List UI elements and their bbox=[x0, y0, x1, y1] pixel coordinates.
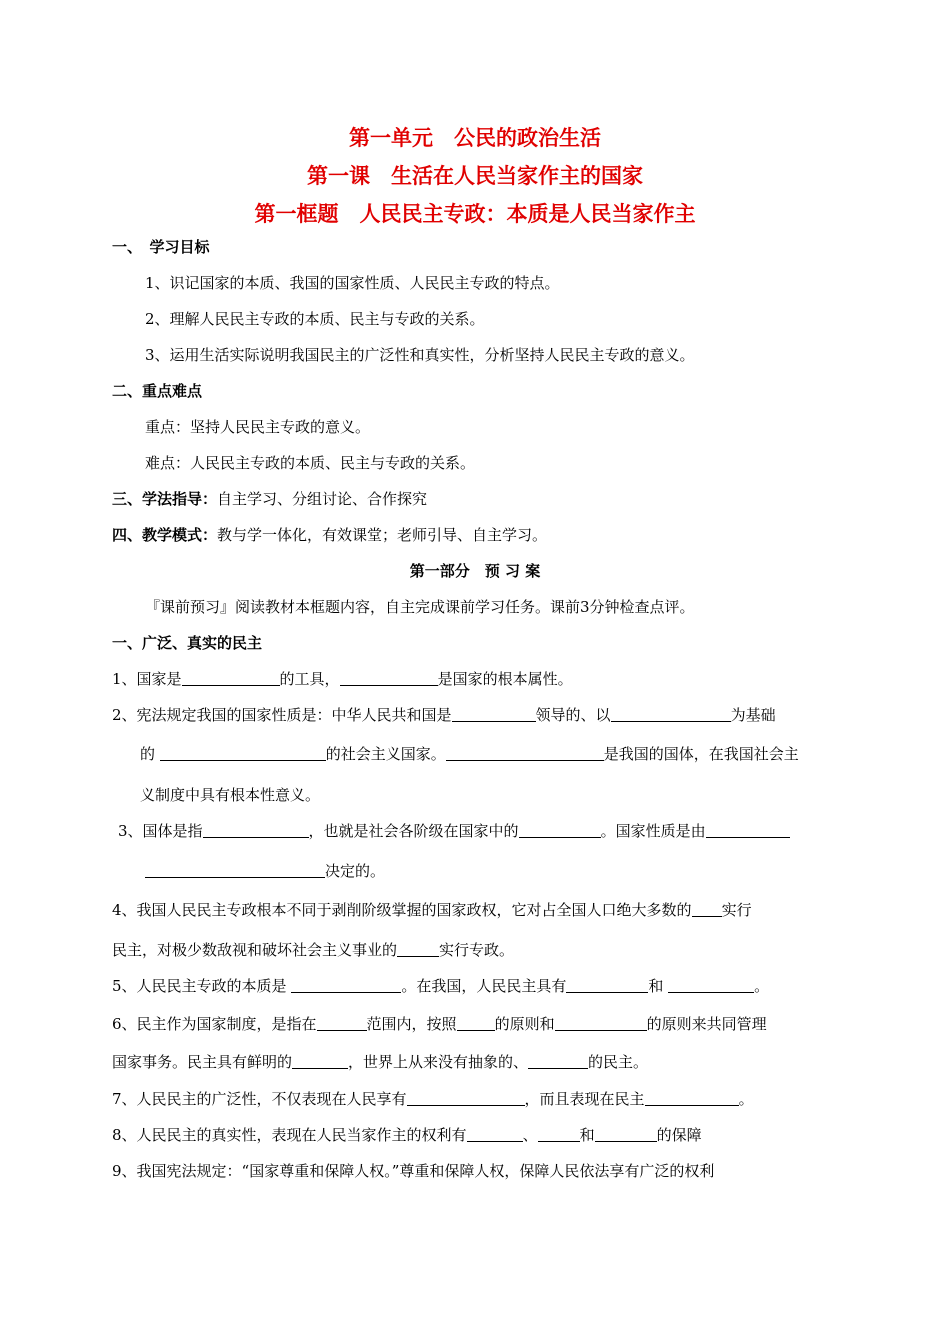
fill-blank[interactable] bbox=[160, 746, 326, 761]
difficult-point: 难点：人民民主专政的本质、民主与专政的关系。 bbox=[145, 454, 476, 472]
question-8 bbox=[112, 1124, 702, 1145]
question-text: 的原则和 bbox=[494, 1015, 555, 1033]
question-text: 国家事务。民主具有鲜明的 bbox=[112, 1053, 293, 1071]
fill-blank[interactable] bbox=[340, 671, 438, 686]
fill-blank[interactable] bbox=[457, 1016, 495, 1031]
study-method-text: 自主学习、分组讨论、合作探究 bbox=[217, 490, 428, 508]
fill-blank[interactable] bbox=[566, 978, 648, 993]
teaching-mode-label: 四、教学模式： bbox=[112, 526, 218, 544]
part-one-title: 第一部分 预 习 案 bbox=[409, 562, 541, 580]
question-text: 领导的、以 bbox=[535, 706, 611, 724]
fill-blank[interactable] bbox=[182, 671, 280, 686]
section-heading-key-points: 二、重点难点 bbox=[112, 382, 203, 400]
question-text: ，世界上从来没有抽象的、 bbox=[348, 1053, 529, 1071]
question-7 bbox=[112, 1088, 754, 1109]
fill-blank[interactable] bbox=[145, 863, 325, 878]
question-text: 是国家的根本属性。 bbox=[437, 670, 573, 688]
preview-intro: 『课前预习』阅读教材本框题内容，自主完成课前学习任务。课前3分钟检查点评。 bbox=[145, 598, 695, 616]
objective-item: 3、运用生活实际说明我国民主的广泛性和真实性，分析坚持人民民主专政的意义。 bbox=[145, 346, 695, 364]
question-text: 6、民主作为国家制度，是指在 bbox=[112, 1015, 317, 1033]
question-2-cont bbox=[140, 743, 799, 764]
fill-blank[interactable] bbox=[595, 1127, 657, 1142]
fill-blank[interactable] bbox=[555, 1016, 647, 1031]
question-text: 和 bbox=[579, 1126, 595, 1144]
question-9: 9、我国宪法规定：“国家尊重和保障人权。”尊重和保障人权，保障人民依法享有广泛的权利 bbox=[112, 1162, 715, 1180]
fill-blank[interactable] bbox=[538, 1127, 580, 1142]
question-text: 。 bbox=[738, 1090, 754, 1108]
question-text: 的保障 bbox=[656, 1126, 702, 1144]
fill-blank[interactable] bbox=[519, 823, 601, 838]
question-text: 范围内，按照 bbox=[366, 1015, 457, 1033]
question-text: 是我国的国体，在我国社会主 bbox=[603, 745, 799, 763]
fill-blank[interactable] bbox=[467, 1127, 523, 1142]
section-heading-objectives: 一、 学习目标 bbox=[112, 238, 210, 256]
question-text: 的社会主义国家。 bbox=[325, 745, 446, 763]
unit-title: 第一单元 公民的政治生活 bbox=[349, 125, 601, 150]
question-text: 和 bbox=[648, 977, 669, 995]
study-method-label: 三、学法指导： bbox=[112, 490, 218, 508]
question-text: 实行专政。 bbox=[439, 941, 515, 959]
study-method bbox=[112, 488, 427, 509]
fill-blank[interactable] bbox=[528, 1054, 588, 1069]
fill-blank[interactable] bbox=[292, 1054, 348, 1069]
fill-blank[interactable] bbox=[706, 823, 790, 838]
teaching-mode bbox=[112, 524, 547, 545]
question-text: 2、宪法规定我国的国家性质是：中华人民共和国是 bbox=[112, 706, 452, 724]
question-text: 。国家性质是由 bbox=[600, 822, 706, 840]
question-6-cont bbox=[112, 1051, 648, 1072]
question-2-cont: 义制度中具有根本性意义。 bbox=[140, 786, 321, 804]
fill-blank[interactable] bbox=[203, 823, 309, 838]
question-4-cont bbox=[112, 939, 514, 960]
objective-item: 1、识记国家的本质、我国的国家性质、人民民主专政的特点。 bbox=[145, 274, 560, 292]
key-point: 重点：坚持人民民主专政的意义。 bbox=[145, 418, 371, 436]
question-text: 。 bbox=[754, 977, 770, 995]
question-text: 。在我国，人民民主具有 bbox=[401, 977, 567, 995]
question-2 bbox=[112, 704, 776, 725]
teaching-mode-text: 教与学一体化，有效课堂；老师引导、自主学习。 bbox=[217, 526, 548, 544]
fill-blank[interactable] bbox=[452, 707, 536, 722]
fill-blank[interactable] bbox=[397, 942, 439, 957]
question-text: 的工具， bbox=[279, 670, 340, 688]
lesson-title: 第一课 生活在人民当家作主的国家 bbox=[307, 163, 643, 188]
frame-title: 第一框题 人民民主专政：本质是人民当家作主 bbox=[254, 201, 696, 226]
question-text: 实行 bbox=[721, 901, 752, 919]
question-text: 民主，对极少数敌视和破坏社会主义事业的 bbox=[112, 941, 398, 959]
question-3-cont bbox=[145, 860, 385, 881]
fill-blank[interactable] bbox=[668, 978, 754, 993]
fill-blank[interactable] bbox=[645, 1091, 739, 1106]
question-text: 主的真实性，表现在人民当家作主的权利有 bbox=[181, 1126, 467, 1144]
fill-blank[interactable] bbox=[446, 746, 604, 761]
question-text: ，也就是社会各阶级在国家中的 bbox=[308, 822, 519, 840]
question-text: 4、我国人民民主专政根本不同于剥削阶级掌握的国家政权，它对占全国人口绝大多数的 bbox=[112, 901, 692, 919]
question-text: 的民主。 bbox=[588, 1053, 649, 1071]
fill-blank[interactable] bbox=[692, 902, 722, 917]
question-text: 7、人民民主的广泛性，不仅表现在人民享有 bbox=[112, 1090, 407, 1108]
question-6 bbox=[112, 1013, 767, 1034]
fill-blank[interactable] bbox=[317, 1016, 367, 1031]
question-3 bbox=[118, 820, 790, 841]
question-text: 的原则来共同管理 bbox=[646, 1015, 767, 1033]
question-text: 的 bbox=[140, 745, 160, 763]
question-5 bbox=[112, 975, 769, 996]
question-text: 3、国体是指 bbox=[118, 822, 203, 840]
question-1 bbox=[112, 668, 573, 689]
question-4 bbox=[112, 899, 752, 920]
fill-blank[interactable] bbox=[611, 707, 731, 722]
question-text: 8、人民民 bbox=[112, 1126, 182, 1144]
question-text: 1、国家是 bbox=[112, 670, 182, 688]
question-text: 为基础 bbox=[730, 706, 776, 724]
question-text: 、 bbox=[522, 1126, 538, 1144]
section-heading-democracy: 一、广泛、真实的民主 bbox=[112, 634, 263, 652]
question-text: 决定的。 bbox=[325, 862, 386, 880]
question-text: ，而且表现在民主 bbox=[524, 1090, 645, 1108]
fill-blank[interactable] bbox=[407, 1091, 525, 1106]
objective-item: 2、理解人民民主专政的本质、民主与专政的关系。 bbox=[145, 310, 485, 328]
fill-blank[interactable] bbox=[291, 978, 401, 993]
question-text: 5、人民民主专政的本质是 bbox=[112, 977, 292, 995]
